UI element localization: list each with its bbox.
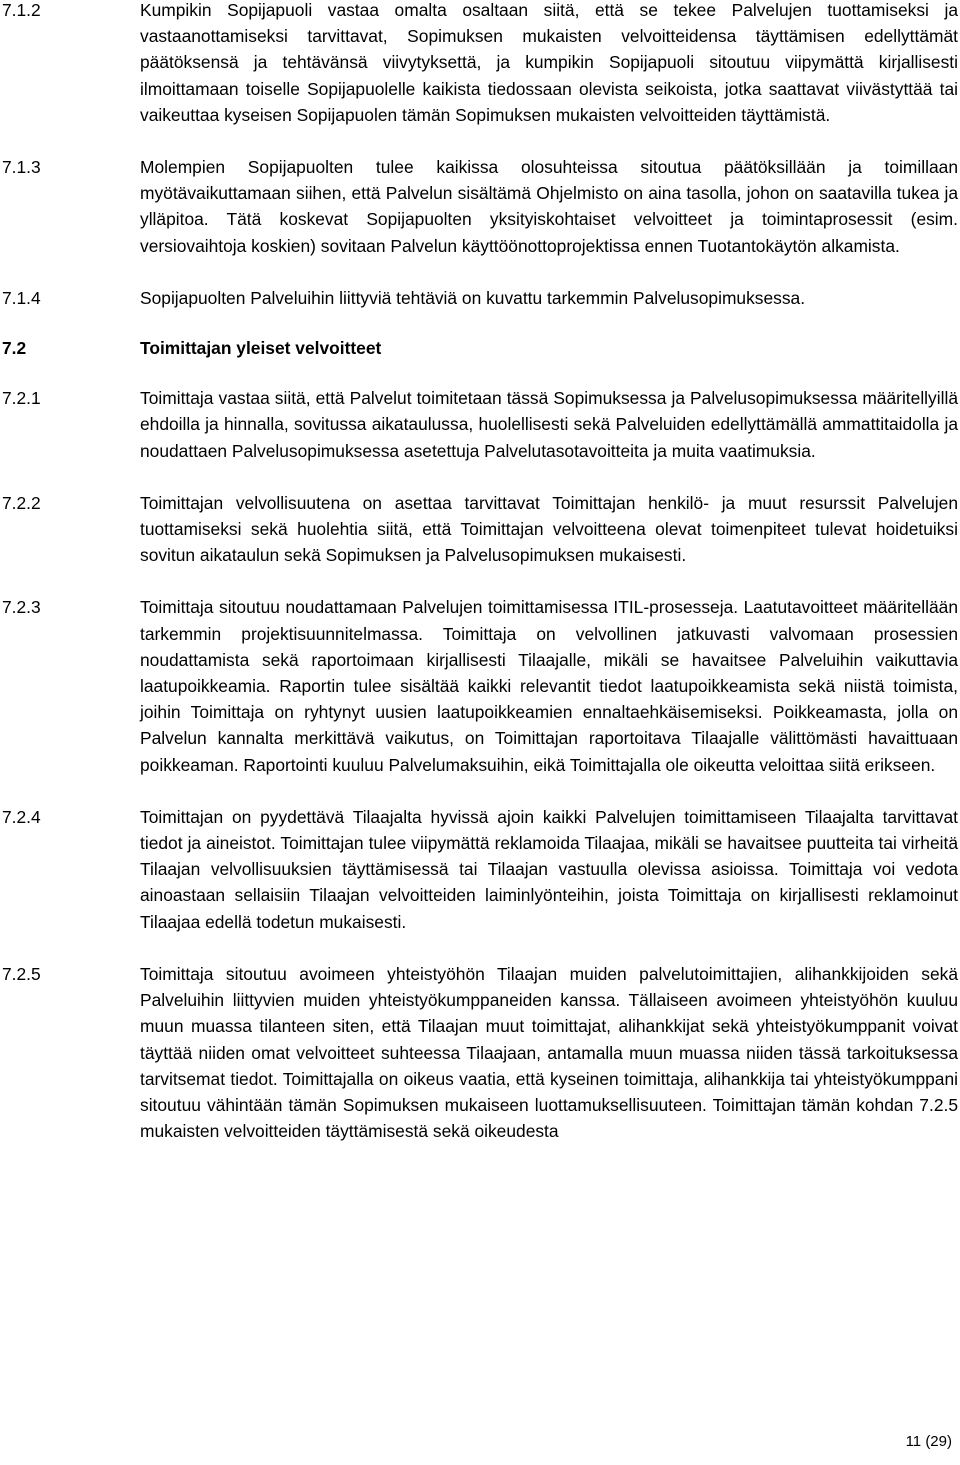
section-7-2-4 bbox=[0, 804, 960, 935]
section-number: 7.2.3 bbox=[2, 597, 41, 618]
heading-title: Toimittajan yleiset velvoitteet bbox=[140, 338, 382, 359]
section-text: Toimittajan on pyydettävä Tilaajalta hyvissä ajoin kaikki Palvelujen toimittamiseen Tilaajalta tarvittavat tiedot ja aineistot. Toimittajan tulee viipymättä reklamoida Tilaajaa, mikäli se havaitsee puutteita tai virheitä Tilaajan velvollisuuksien täyttämisessä tai Tilaajan vastuulla olevissa asioissa. Toimittaja voi vedota ainoastaan sellaisiin Tilaajan velvoitteiden laiminlyönteihin, joista Toimittaja on kirjallisesti reklamoinut Tilaajaa edellä todetun mukaisesti. bbox=[140, 806, 958, 932]
section-text: Toimittaja sitoutuu noudattamaan Palvelujen toimittamisessa ITIL-prosesseja. Laatutavoitteet määritellään tarkemmin projektisuunnitelmassa. Toimittaja on velvollinen jatkuvasti valvomaan prosessien noudattamista sekä raportoimaan kirjallisesti Tilaajalle, mikäli se havaitsee Palveluihin vaikuttavia laatupoikkeamia. Raportin tulee sisältää kaikki relevantit tiedot laatupoikkeamista sekä niistä toimista, joihin Toimittaja on ryhtynyt uusien laatupoikkeamien ennaltaehkäisemiseksi. Poikkeamasta, jolla on Palvelun kannalta merkittävä vaikutus, on Toimittajan raportoitava Tilaajalle välittömästi havaittuaan poikkeaman. Raportointi kuuluu Palvelumaksuihin, eikä Toimittajalla ole oikeutta veloittaa siitä erikseen. bbox=[140, 597, 958, 775]
page-number: 11 (29) bbox=[905, 1432, 952, 1450]
section-number: 7.2.4 bbox=[2, 806, 41, 827]
section-7-2-1 bbox=[0, 385, 960, 464]
section-heading-7-2 bbox=[0, 335, 960, 361]
section-text: Toimittaja sitoutuu avoimeen yhteistyöhön Tilaajan muiden palvelutoimittajien, alihankkijoiden sekä Palveluihin liittyvien muiden yhteistyökumppaneiden kanssa. Tällaiseen avoimeen yhteistyöhön kuuluu muun muassa tilanteen siten, että Tilaajan muut toimittajat, alihankkijat sekä yhteistyökumppanit voivat täyttää niiden omat velvoitteet suhteessa Tilaajaan, antamalla muun muassa niiden tässä tarkoituksessa tarvitsemat tiedot. Toimittajalla on oikeus vaatia, että kyseinen toimittaja, alihankkija tai yhteistyökumppani sitoutuu vähintään tämän Sopimuksen mukaiseen luottamuksellisuuteen. Toimittajan tämän kohdan 7.2.5 mukaisten velvoitteiden täyttämisestä sekä oikeudesta bbox=[140, 963, 958, 1142]
section-7-1-4 bbox=[0, 285, 960, 311]
section-text: Toimittajan velvollisuutena on asettaa tarvittavat Toimittajan henkilö- ja muut resurssit Palvelujen tuottamiseksi sekä huolehtia siitä, että Toimittajan velvoitteena olevat toimenpiteet tulevat hoidetuiksi sovitun aikataulun sekä Sopimuksen ja Palvelusopimuksen mukaisesti. bbox=[140, 492, 958, 566]
section-7-2-3 bbox=[0, 594, 960, 777]
section-text: Sopijapuolten Palveluihin liittyviä tehtäviä on kuvattu tarkemmin Palvelusopimuksessa. bbox=[140, 287, 806, 308]
section-number: 7.2.2 bbox=[2, 492, 41, 513]
section-text: Molempien Sopijapuolten tulee kaikissa olosuhteissa sitoutua päätöksillään ja toimillaan myötävaikuttamaan siihen, että Palvelun sisältämä Ohjelmisto on aina tasolla, johon on saatavilla tukea ja ylläpitoa. Tätä koskevat Sopijapuolten yksityiskohtaiset velvoitteet ja toimintaprosessit (esim. versiovaihtoja koskien) sovitaan Palvelun käyttöönottoprojektissa ennen Tuotantokäytön alkamista. bbox=[140, 157, 958, 256]
section-7-2-2 bbox=[0, 490, 960, 569]
section-number: 7.1.3 bbox=[2, 157, 41, 178]
section-7-2-5 bbox=[0, 961, 960, 1144]
section-number: 7.1.2 bbox=[2, 0, 41, 20]
section-7-1-3 bbox=[0, 154, 960, 259]
heading-number: 7.2 bbox=[2, 338, 27, 359]
section-number: 7.2.1 bbox=[2, 388, 41, 409]
section-7-1-2 bbox=[0, 0, 960, 128]
section-text: Kumpikin Sopijapuoli vastaa omalta osaltaan siitä, että se tekee Palvelujen tuottamiseksi ja vastaanottamiseksi tarvittavat, Sopimuksen mukaisten velvoitteidensa täyttämisen edellyttämät päätöksensä ja tehtävänsä viivytyksettä, ja kumpikin Sopijapuoli sitoutuu viipymättä kirjallisesti ilmoittamaan toiselle Sopijapuolelle kaikista tiedossaan olevista seikoista, jotka saattavat viivästyttää tai vaikeuttaa kyseisen Sopijapuolen tämän Sopimuksen mukaisten velvoitteiden täyttämistä. bbox=[140, 0, 958, 125]
section-text: Toimittaja vastaa siitä, että Palvelut toimitetaan tässä Sopimuksessa ja Palvelusopimuksessa määritellyillä ehdoilla ja hinnalla, sovitussa aikataulussa, huolellisesti sekä Palveluiden edellyttämällä ammattitaidolla ja noudattaen Palvelusopimuksessa asetettuja Palvelutasotavoitteita ja muita vaatimuksia. bbox=[140, 388, 958, 461]
section-number: 7.2.5 bbox=[2, 963, 41, 984]
section-number: 7.1.4 bbox=[2, 287, 41, 308]
